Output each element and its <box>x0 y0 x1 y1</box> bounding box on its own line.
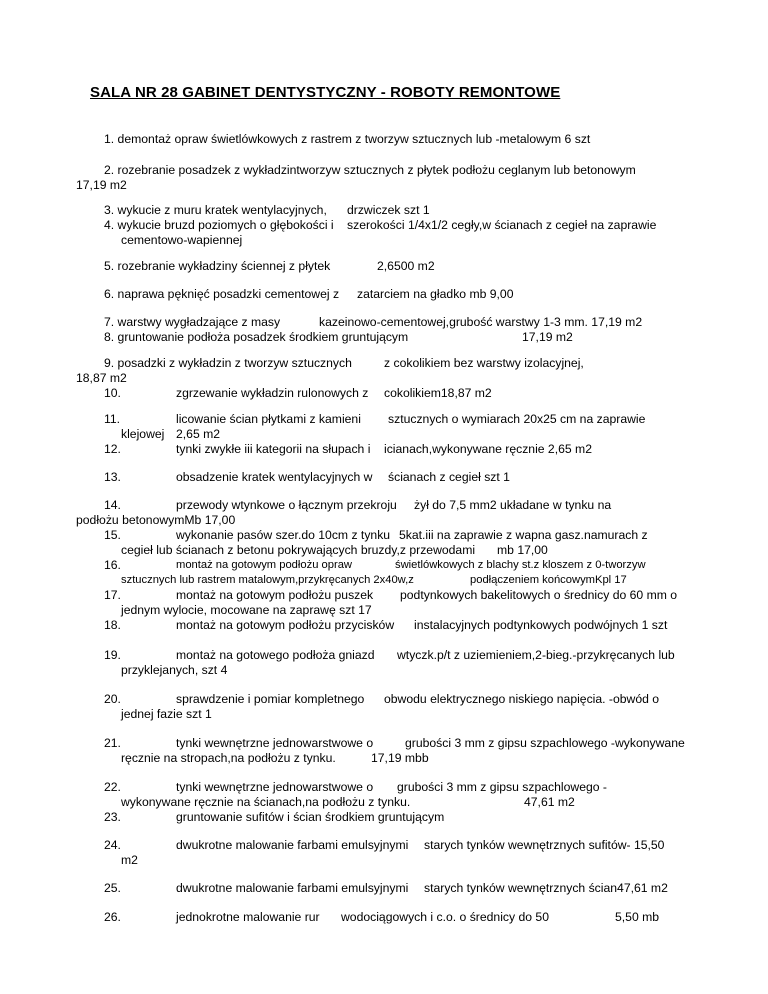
item-6-line-2: zatarciem na gładko mb 9,00 <box>357 287 514 301</box>
item-16-line-3: sztucznych lub rastrem matalowym,przykręcanych 2x40w,z <box>121 574 414 586</box>
item-19-line-3: przyklejanych, szt 4 <box>121 663 228 677</box>
item-24-number: 24. <box>104 838 121 852</box>
item-15-line-1: wykonanie pasów szer.do 10cm z tynku <box>176 528 391 542</box>
item-25-line-1: dwukrotne malowanie farbami emulsyjnymi <box>176 881 409 895</box>
item-9-line-1: 9. posadzki z wykładzin z tworzyw sztucznych <box>104 356 352 370</box>
item-21-line-3: ręcznie na stropach,na podłożu z tynku. <box>121 751 336 765</box>
item-25-line-2: starych tynków wewnętrznych ścian47,61 m2 <box>424 881 668 895</box>
item-12-line-2: icianach,wykonywane ręcznie 2,65 m2 <box>384 442 592 456</box>
item-25-number: 25. <box>104 881 121 895</box>
item-15-line-3: cegieł lub ścianach z betonu pokrywających bruzdy,z przewodami <box>121 543 476 557</box>
item-13-line-2: ścianach z cegieł szt 1 <box>388 470 510 484</box>
item-21-line-4: 17,19 mbb <box>371 751 429 765</box>
item-16-number: 16. <box>104 558 121 572</box>
item-24-line-1: dwukrotne malowanie farbami emulsyjnymi <box>176 838 409 852</box>
item-24-line-3: m2 <box>121 853 138 867</box>
item-6-line-1: 6. naprawa pęknięć posadzki cementowej z <box>104 287 340 301</box>
item-17-line-3: jednym wylocie, mocowane na zaprawę szt 17 <box>121 603 372 617</box>
item-18-line-1: montaż na gotowym podłożu przycisków <box>176 618 395 632</box>
item-21-line-2: grubości 3 mm z gipsu szpachlowego -wykonywane <box>405 736 685 750</box>
item-11-line-1: licowanie ścian płytkami z kamieni <box>176 412 361 426</box>
item-26-line-2: wodociągowych i c.o. o średnicy do 50 <box>341 910 549 924</box>
item-26-line-3: 5,50 mb <box>615 910 660 924</box>
item-11-number: 11. <box>104 412 121 426</box>
item-20-line-1: sprawdzenie i pomiar kompletnego <box>176 692 365 706</box>
item-13-number: 13. <box>104 470 121 484</box>
item-8-line-2: 17,19 m2 <box>522 330 573 344</box>
item-8-line-1: 8. gruntowanie podłoża posadzek środkiem gruntującym <box>104 330 409 344</box>
item-2-line-1: 2. rozebranie posadzek z wykładzintworzyw sztucznych z płytek podłożu ceglanym lub betonowym <box>104 163 636 177</box>
item-16-line-2: świetlówkowych z blachy st.z kloszem z 0-tworzyw <box>395 559 646 571</box>
item-5-line-2: 2,6500 m2 <box>377 259 435 273</box>
item-19-line-1: montaż na gotowego podłoża gniazd <box>176 648 375 662</box>
item-17-number: 17. <box>104 588 121 602</box>
item-12-number: 12. <box>104 442 121 456</box>
item-15-number: 15. <box>104 528 121 542</box>
item-20-line-2: obwodu elektrycznego niskiego napięcia. -obwód o <box>384 692 660 706</box>
item-12-line-1: tynki zwykłe iii kategorii na słupach i <box>176 442 371 456</box>
item-9-line-3: 18,87 m2 <box>76 371 127 385</box>
item-22-line-2: grubości 3 mm z gipsu szpachlowego - <box>397 780 607 794</box>
item-14-line-3: podłożu betonowymMb 17,00 <box>76 513 236 527</box>
item-13-line-1: obsadzenie kratek wentylacyjnych w <box>176 470 373 484</box>
item-20-line-3: jednej fazie szt 1 <box>121 707 212 721</box>
item-21-number: 21. <box>104 736 121 750</box>
item-16-line-1: montaż na gotowym podłożu opraw <box>176 559 352 571</box>
item-17-line-1: montaż na gotowym podłożu puszek <box>176 588 374 602</box>
document-title: SALA NR 28 GABINET DENTYSTYCZNY - ROBOTY REMONTOWE <box>90 84 561 101</box>
item-21-line-1: tynki wewnętrzne jednowarstwowe o <box>176 736 374 750</box>
item-20-number: 20. <box>104 692 121 706</box>
item-10-line-1: zgrzewanie wykładzin rulonowych z <box>176 386 369 400</box>
item-11-line-4: 2,65 m2 <box>176 427 221 441</box>
item-17-line-2: podtynkowych bakelitowych o średnicy do 60 mm o <box>400 588 678 602</box>
item-11-line-2: sztucznych o wymiarach 20x25 cm na zaprawie <box>388 412 646 426</box>
item-9-line-2: z cokolikiem bez warstwy izolacyjnej, <box>384 356 584 370</box>
item-11-line-3: klejowej <box>121 427 165 441</box>
item-23-line-1: gruntowanie sufitów i ścian środkiem gruntującym <box>176 810 445 824</box>
item-10-number: 10. <box>104 386 121 400</box>
item-10-line-2: cokolikiem18,87 m2 <box>384 386 492 400</box>
item-22-number: 22. <box>104 780 121 794</box>
item-4-line-2: szerokości 1/4x1/2 cegły,w ścianach z cegieł na zaprawie <box>347 218 657 232</box>
item-14-number: 14. <box>104 498 121 512</box>
item-4-line-3: cementowo-wapiennej <box>121 233 243 247</box>
item-18-number: 18. <box>104 618 121 632</box>
item-7-line-1: 7. warstwy wygładzające z masy <box>104 315 281 329</box>
item-22-line-4: 47,61 m2 <box>524 795 575 809</box>
item-22-line-1: tynki wewnętrzne jednowarstwowe o <box>176 780 374 794</box>
item-5-line-1: 5. rozebranie wykładziny ściennej z płytek <box>104 259 331 273</box>
item-3-line-1: 3. wykucie z muru kratek wentylacyjnych, <box>104 203 327 217</box>
item-7-line-2: kazeinowo-cementowej,grubość warstwy 1-3 mm. 17,19 m2 <box>319 315 643 329</box>
item-14-line-2: żył do 7,5 mm2 układane w tynku na <box>414 498 612 512</box>
item-1-line-1: 1. demontaż opraw świetlówkowych z rastrem z tworzyw sztucznych lub -metalowym 6 szt <box>104 132 591 146</box>
item-3-line-2: drzwiczek szt 1 <box>347 203 430 217</box>
item-14-line-1: przewody wtynkowe o łącznym przekroju <box>176 498 397 512</box>
item-18-line-2: instalacyjnych podtynkowych podwójnych 1 szt <box>414 618 668 632</box>
item-26-line-1: jednokrotne malowanie rur <box>176 910 320 924</box>
item-19-line-2: wtyczk.p/t z uziemieniem,2-bieg.-przykręcanych lub <box>397 648 675 662</box>
item-15-line-4: mb 17,00 <box>497 543 548 557</box>
item-15-line-2: 5kat.iii na zaprawie z wapna gasz.namurach z <box>399 528 648 542</box>
item-16-line-4: podłączeniem końcowymKpl 17 <box>470 574 627 586</box>
item-2-line-2: 17,19 m2 <box>76 178 127 192</box>
item-22-line-3: wykonywane ręcznie na ścianach,na podłożu z tynku. <box>121 795 411 809</box>
item-4-line-1: 4. wykucie bruzd poziomych o głębokości i <box>104 218 334 232</box>
item-24-line-2: starych tynków wewnętrznych sufitów- 15,50 <box>424 838 665 852</box>
item-19-number: 19. <box>104 648 121 662</box>
item-26-number: 26. <box>104 910 121 924</box>
item-23-number: 23. <box>104 810 121 824</box>
